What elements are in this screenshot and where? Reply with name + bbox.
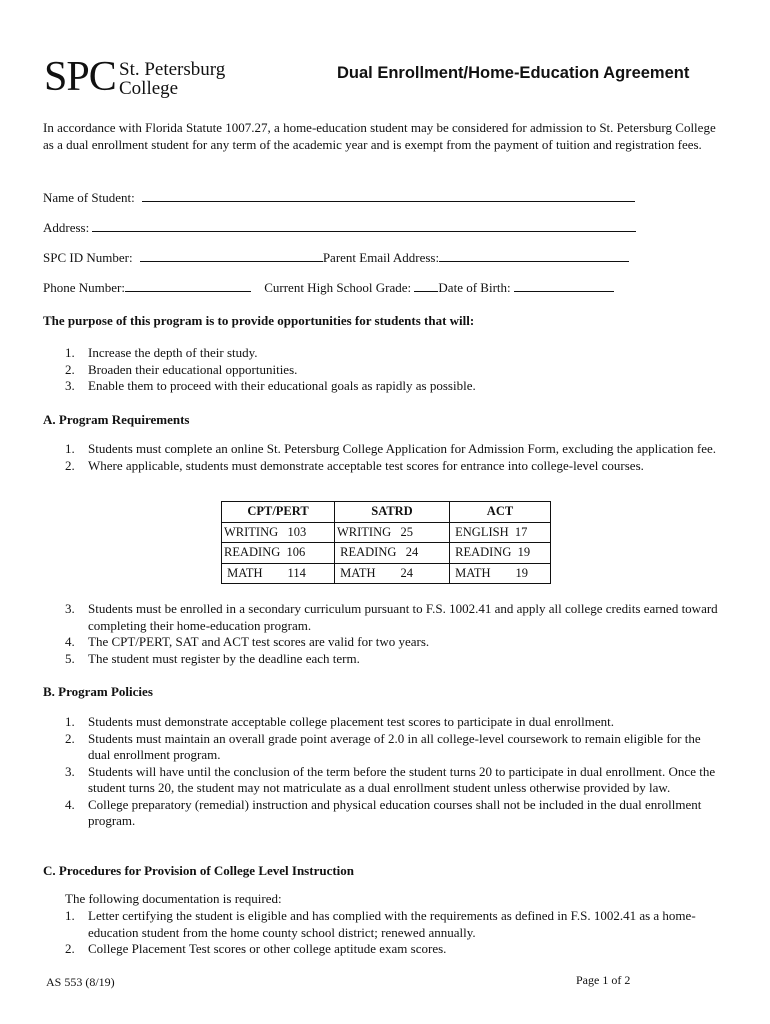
list-item: 1. Increase the depth of their study. bbox=[65, 345, 258, 360]
section-b-list bbox=[43, 714, 723, 830]
id-email-row bbox=[43, 249, 629, 266]
section-c-heading: C. Procedures for Provision of College Level Instruction bbox=[43, 863, 355, 878]
list-item: 3. Enable them to proceed with their educational goals as rapidly as possible. bbox=[65, 378, 476, 393]
parent-email-field[interactable] bbox=[439, 249, 629, 262]
list-item: 4. College preparatory (remedial) instruction and physical education courses shall not be included in the dual enrollment program. bbox=[65, 796, 702, 828]
list-item: 1. Students must complete an online St. Petersburg College Application for Admission Form, excluding the application fee. bbox=[65, 441, 716, 456]
table-header: ACT bbox=[450, 502, 551, 523]
table-row bbox=[222, 563, 551, 584]
test-scores-table bbox=[221, 501, 551, 584]
logo-line-2: College bbox=[119, 78, 179, 99]
table-cell: READING 19 bbox=[450, 543, 551, 564]
list-item: 1. Letter certifying the student is eligible and has complied with the requirements as defined in F.S. 1002.41 as a home-education student from the home county school district; renewed annually. bbox=[65, 908, 696, 940]
section-a-heading: A. Program Requirements bbox=[43, 412, 190, 427]
grade-field[interactable] bbox=[414, 279, 438, 292]
logo-line-1: St. Petersburg bbox=[119, 59, 226, 80]
spc-id-field[interactable] bbox=[140, 249, 323, 262]
table-row bbox=[222, 522, 551, 543]
list-item: 1. Students must demonstrate acceptable college placement test scores to participate in dual enrollment. bbox=[65, 714, 614, 729]
purpose-list bbox=[43, 345, 723, 395]
grade-label: Current High School Grade: bbox=[264, 280, 412, 295]
parent-email-label: Parent Email Address: bbox=[322, 250, 440, 265]
table-header: SATRD bbox=[335, 502, 450, 523]
list-item: 2. Students must maintain an overall grade point average of 2.0 in all college-level coursework to remain eligible for the dual enrollment program. bbox=[65, 730, 701, 762]
logo-abbreviation: SPC bbox=[44, 54, 116, 100]
address-label: Address: bbox=[43, 220, 90, 235]
dob-field[interactable] bbox=[514, 279, 614, 292]
list-item: 2. Where applicable, students must demonstrate acceptable test scores for entrance into college-level courses. bbox=[65, 457, 644, 473]
section-a-list-1 bbox=[43, 441, 723, 474]
section-c-intro: The following documentation is required: bbox=[65, 891, 282, 906]
student-name-field[interactable] bbox=[142, 189, 635, 202]
student-name-row bbox=[43, 189, 635, 206]
section-b-heading: B. Program Policies bbox=[43, 684, 153, 699]
list-item: 2. College Placement Test scores or other college aptitude exam scores. bbox=[65, 941, 447, 956]
spc-id-label: SPC ID Number: bbox=[43, 250, 133, 265]
list-item: 4. The CPT/PERT, SAT and ACT test scores are valid for two years. bbox=[65, 634, 430, 649]
table-header-row bbox=[222, 502, 551, 523]
section-a-list-2 bbox=[43, 601, 723, 667]
list-item: 3. Students will have until the conclusion of the term before the student turns 20 to participate in dual enrollment. Once the student turns 20, the student may not matriculate as a dual enrollment student unless otherwise provided by law. bbox=[65, 763, 716, 795]
phone-label: Phone Number: bbox=[43, 280, 125, 295]
document-title: Dual Enrollment/Home-Education Agreement bbox=[337, 64, 690, 82]
section-c-list bbox=[43, 908, 723, 958]
table-cell: MATH 114 bbox=[222, 563, 335, 584]
list-item: 3. Students must be enrolled in a secondary curriculum pursuant to F.S. 1002.41 and apply all college credits earned toward completing their home-education program. bbox=[65, 601, 718, 633]
table-header: CPT/PERT bbox=[222, 502, 335, 523]
dob-label: Date of Birth: bbox=[438, 280, 511, 295]
purpose-heading: The purpose of this program is to provide opportunities for students that will: bbox=[43, 313, 475, 328]
intro-paragraph: In accordance with Florida Statute 1007.27, a home-education student may be considered for admission to St. Petersburg College as a dual enrollment student for any term of the academic year and is exempt from the payment of tuition and registration fees. bbox=[43, 120, 716, 152]
table-cell: READING 106 bbox=[222, 543, 335, 564]
table-cell: WRITING 103 bbox=[222, 522, 335, 543]
list-item: 2. Broaden their educational opportunities. bbox=[65, 361, 298, 377]
logo-college-name bbox=[119, 60, 225, 98]
form-code: AS 553 (8/19) bbox=[46, 975, 115, 989]
list-item: 5. The student must register by the deadline each term. bbox=[65, 650, 360, 666]
student-name-label: Name of Student: bbox=[43, 190, 135, 205]
table-cell: MATH 19 bbox=[450, 563, 551, 584]
address-row bbox=[43, 219, 636, 236]
table-cell: MATH 24 bbox=[335, 563, 450, 584]
phone-field[interactable] bbox=[125, 279, 251, 292]
phone-grade-dob-row bbox=[43, 279, 614, 296]
table-row bbox=[222, 543, 551, 564]
page-number: Page 1 of 2 bbox=[576, 973, 631, 987]
address-field[interactable] bbox=[92, 219, 636, 232]
table-cell: WRITING 25 bbox=[335, 522, 450, 543]
table-cell: ENGLISH 17 bbox=[450, 522, 551, 543]
table-cell: READING 24 bbox=[335, 543, 450, 564]
